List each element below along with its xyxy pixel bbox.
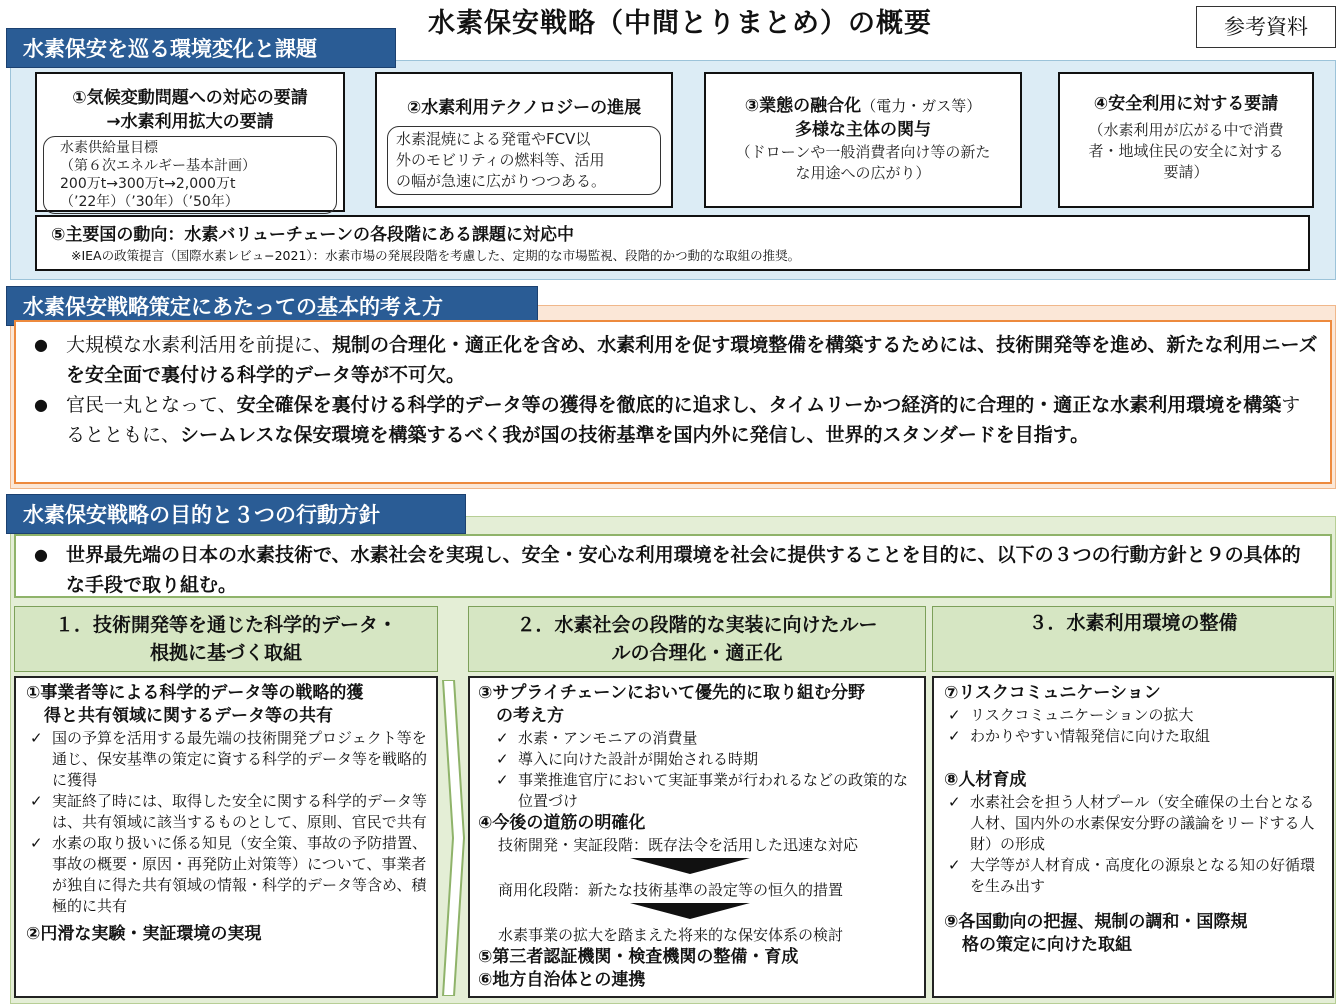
flow-arrow-icon (440, 680, 466, 996)
header-line: 根拠に基づく取組 (149, 642, 302, 664)
issue-box-safety-title: ④安全利用に対する要請 (1093, 94, 1279, 114)
note-line: 水素混焼による発電やFCV以 (396, 130, 591, 148)
measure-1-title-cont: 得と共有領域に関するデータ等の共有 (44, 706, 333, 726)
point-text (66, 330, 1318, 390)
policy1-body (14, 676, 438, 998)
policy1-header (14, 606, 438, 672)
policy2-header (468, 606, 926, 672)
measure-6-title: ⑥地方自治体との連携 (478, 970, 646, 990)
measure-3-title-cont: の考え方 (496, 706, 564, 726)
measure-1-title: ①事業者等による科学的データ等の戦略的獲 (26, 683, 364, 703)
issue-box-major-countries-title: ⑤主要国の動向：水素バリューチェーンの各段階にある課題に対応中 (51, 225, 575, 245)
title-part-note: （電力・ガス等） (861, 97, 982, 115)
check-icon: ✓ (948, 856, 961, 874)
note-line: 要請） (1163, 163, 1209, 181)
bullet-icon: ● (34, 335, 48, 354)
item-text: 水素・アンモニアの消費量 (518, 729, 698, 747)
section1-heading: 水素保安を巡る環境変化と課題 (6, 28, 396, 68)
note-line: の幅が急速に広がりつつある。 (396, 172, 607, 190)
down-arrow-icon (630, 858, 750, 874)
issue-box-convergence (704, 72, 1022, 208)
issue-box-climate (35, 72, 345, 212)
item-text: 水素社会を担う人材プール（安全確保の土台となる人材、国内外の水素保安分野の議論をリードする人財）の形成 (970, 793, 1315, 853)
reference-badge: 参考資料 (1196, 6, 1336, 48)
list-item (944, 792, 1324, 855)
bold-text: 規制の合理化・適正化を含め、水素利用を促す環境整備を構築するためには、技術開発等を進め、新たな利用ニーズを安全面で裏付ける科学的データ等が不可欠。 (66, 334, 1318, 386)
item-text: わかりやすい情報発信に向けた取組 (970, 727, 1211, 745)
issue-box-climate-title-2: →水素利用拡大の要請 (106, 112, 274, 132)
page-title: 水素保安戦略（中間とりまとめ）の概要 (428, 8, 932, 39)
item-text: 事業推進官庁において実証事業が行われるなどの政策的な位置づけ (518, 771, 909, 810)
plain-text: 大規模な水素利活用を前提に、 (66, 334, 333, 356)
point-text (66, 390, 1318, 450)
section3-heading: 水素保安戦略の目的と３つの行動方針 (6, 494, 466, 534)
measure-9-title: ⑨各国動向の把握、規制の調和・国際規 (944, 912, 1248, 932)
item-text: 大学等が人材育成・高度化の源泉となる知の好循環を生み出す (970, 856, 1316, 895)
list-item (944, 855, 1324, 897)
check-icon: ✓ (496, 750, 509, 768)
issue-box-convergence-title-2: 多様な主体の関与 (795, 120, 931, 140)
issue-box-technology-title: ②水素利用テクノロジーの進展 (406, 98, 642, 118)
measure-4-title: ④今後の道筋の明確化 (478, 813, 646, 833)
measure-8-title: ⑧人材育成 (944, 770, 1027, 790)
header-line: ２．水素社会の段階的な実装に向けたルー (516, 614, 878, 636)
note-line: （第６次エネルギー基本計画） (60, 158, 256, 174)
measure-2-title: ②円滑な実験・実証環境の実現 (26, 924, 262, 944)
list-item (944, 705, 1324, 726)
basic-approach-point-2 (30, 390, 1318, 450)
check-icon: ✓ (30, 834, 43, 852)
issue-box-technology (375, 72, 673, 208)
section2-heading: 水素保安戦略策定にあたっての基本的考え方 (6, 286, 538, 326)
bold-text: 安全確保を裏付ける科学的データ等の獲得を徹底的に追求し、タイムリーかつ経済的に合理的・適正な水素利用環境を構築 (236, 394, 1282, 416)
list-item (26, 791, 428, 833)
purpose-box (14, 534, 1332, 598)
list-item (26, 833, 428, 917)
bullet-icon: ● (34, 545, 48, 564)
measure-3-title: ③サプライチェーンにおいて優先的に取り組む分野 (478, 683, 866, 703)
list-item (478, 728, 916, 749)
basic-approach-point-1 (30, 330, 1318, 390)
policy2-body (468, 676, 926, 998)
bold-text: シームレスな保安環境を構築するべく我が国の技術基準を国内外に発信し、世界的スタンダードを目指す。 (180, 424, 1090, 446)
basic-approach-box (14, 320, 1332, 484)
measure-5-title: ⑤第三者認証機関・検査機関の整備・育成 (478, 947, 799, 967)
item-text: リスクコミュニケーションの拡大 (970, 706, 1194, 724)
list-item (26, 728, 428, 791)
check-icon: ✓ (948, 793, 961, 811)
note-line: な用途への広がり） (795, 164, 931, 182)
purpose-statement (30, 540, 1318, 600)
roadmap-step-2: 商用化段階：新たな技術基準の設定等の恒久的措置 (498, 881, 844, 899)
check-icon: ✓ (496, 729, 509, 747)
header-line: １．技術開発等を通じた科学的データ・ (54, 614, 397, 636)
note-line: 者・地域住民の安全に対する (1088, 142, 1284, 160)
hydrogen-supply-target-note (43, 136, 337, 214)
note-line: 外のモビリティの燃料等、活用 (396, 151, 605, 169)
iea-note: ※IEAの政策提言（国際水素レビュ−2021）：水素市場の発展段階を考慮した、定期的な市場監視、段階的かつ動的な取組の推奨。 (71, 248, 801, 263)
policy3-body (932, 676, 1334, 998)
plain-text: するとともに、 (66, 394, 1301, 446)
check-icon: ✓ (496, 771, 509, 789)
purpose-text: 世界最先端の日本の水素技術で、水素社会を実現し、安全・安心な利用環境を社会に提供することを目的に、以下の３つの行動方針と９の具体的な手段で取り組む。 (66, 544, 1301, 596)
item-text: 実証終了時には、取得した安全に関する科学的データ等は、共有領域に該当するものとして、原則、官民で共有 (52, 792, 428, 831)
check-icon: ✓ (948, 727, 961, 745)
measure-7-title: ⑦リスクコミュニケーション (944, 683, 1161, 703)
issue-box-major-countries (35, 215, 1310, 271)
title-part: ③業態の融合化 (744, 96, 862, 116)
check-icon: ✓ (948, 706, 961, 724)
roadmap-step-3: 水素事業の拡大を踏まえた将来的な保安体系の検討 (498, 926, 844, 944)
check-icon: ✓ (30, 792, 43, 810)
check-icon: ✓ (30, 729, 43, 747)
list-item (478, 770, 916, 812)
note-line: 水素供給量目標 (60, 140, 158, 156)
policy3-header (932, 606, 1334, 672)
issue-box-technology-note (387, 126, 661, 195)
plain-text: 官民一丸となって、 (66, 394, 237, 416)
list-item (478, 749, 916, 770)
note-line: （ドローンや一般消費者向け等の新た (735, 143, 991, 161)
item-text: 水素の取り扱いに係る知見（安全策、事故の予防措置、事故の概要・原因・再発防止対策等）について、事業者が独自に得た共有領域の情報・科学的データ等含め、積極的に共有 (52, 834, 428, 915)
issue-box-convergence-title (714, 94, 1012, 118)
bullet-icon: ● (34, 395, 48, 414)
measure-9-title-cont: 格の策定に向けた取組 (962, 935, 1132, 955)
down-arrow-icon (630, 903, 750, 919)
note-line: 200万t→300万t→2,000万t (60, 176, 236, 192)
note-line: （’22年）（’30年）（’50年） (60, 194, 239, 210)
issue-box-safety (1058, 72, 1314, 208)
item-text: 国の予算を活用する最先端の技術開発プロジェクト等を通じ、保安基準の策定に資する科学的データ等を戦略的に獲得 (52, 729, 428, 789)
list-item (944, 726, 1324, 747)
item-text: 導入に向けた設計が開始される時期 (518, 750, 759, 768)
header-line: ３．水素利用環境の整備 (1028, 612, 1238, 634)
roadmap-step-1: 技術開発・実証段階：既存法令を活用した迅速な対応 (498, 836, 859, 854)
issue-box-climate-title-1: ①気候変動問題への対応の要請 (72, 88, 308, 108)
note-line: （水素利用が広がる中で消費 (1088, 121, 1284, 139)
header-line: ルの合理化・適正化 (611, 642, 783, 664)
